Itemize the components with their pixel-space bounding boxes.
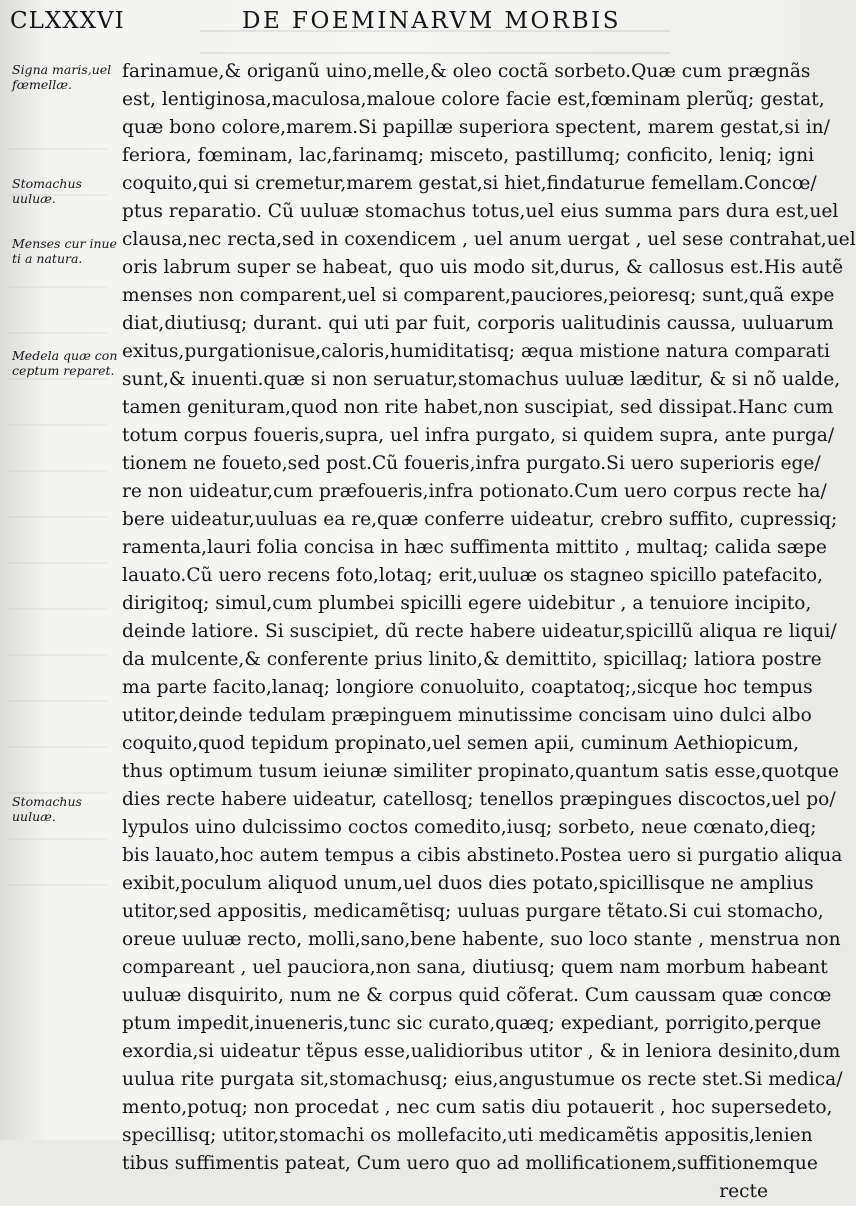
text-line: uuluæ disquirito, num ne & corpus quid cõferat. Cum caussam quæ concœ: [122, 985, 832, 1006]
marginal-note: Stomachus uuluæ.: [12, 176, 82, 206]
text-line: bis lauato,hoc autem tempus a cibis abstineto.Postea uero si purgatio aliqua: [122, 845, 843, 866]
marginal-note: Stomachus uuluæ.: [12, 794, 82, 824]
text-line: lauato.Cũ uero recens foto,lotaq; erit,uuluæ os stagneo spicillo patefacito,: [122, 565, 823, 586]
marginal-note: Menses cur inue ti a natura.: [12, 236, 117, 266]
text-line: recte: [719, 1181, 768, 1202]
text-line: compareant , uel pauciora,non sana, diutiusq; quem nam morbum habeant: [122, 957, 828, 978]
text-line: utitor,deinde tedulam præpinguem minutissime concisam uino dulci albo: [122, 705, 812, 726]
text-line: utitor,sed appositis, medicamẽtisq; uuluas purgare tẽtato.Si cui stomacho,: [122, 901, 824, 922]
text-line: clausa,nec recta,sed in coxendicem , uel anum uergat , uel sese contrahat,uel: [122, 229, 856, 250]
text-line: est, lentiginosa,maculosa,maloue colore facie est,fœminam plerũq; gestat,: [122, 89, 825, 110]
folio-number: CLXXXVI: [10, 8, 125, 34]
text-line: thus optimum tusum ieiunæ similiter propinato,quantum satis esse,quotque: [122, 761, 839, 782]
text-line: dies recte habere uideatur, catellosq; tenellos præpingues discoctos,uel po/: [122, 789, 836, 810]
text-line: totum corpus foueris,supra, uel infra purgato, si quidem supra, ante purga/: [122, 425, 835, 446]
text-line: exitus,purgationisue,caloris,humiditatisq; æqua mistione natura comparati: [122, 341, 830, 362]
text-line: bere uideatur,uuluas ea re,quæ conferre uideatur, crebro suffito, cupressiq;: [122, 509, 838, 530]
text-line: ptus reparatio. Cũ uuluæ stomachus totus,uel eius summa pars dura est,uel: [122, 201, 839, 222]
text-line: dirigitoq; simul,cum plumbei spicilli egere uidebitur , a tenuiore incipito,: [122, 593, 812, 614]
text-line: mento,potuq; non procedat , nec cum satis diu potauerit , hoc supersedeto,: [122, 1097, 833, 1118]
text-line: coquito,qui si cremetur,marem gestat,si hiet,findaturue femellam.Concœ/: [122, 173, 817, 194]
text-line: lypulos uino dulcissimo coctos comedito,iusq; sorbeto, neue cœnato,dieq;: [122, 817, 817, 838]
text-line: coquito,quod tepidum propinato,uel semen apii, cuminum Aethiopicum,: [122, 733, 799, 754]
text-line: uulua rite purgata sit,stomachusq; eius,angustumue os recte stet.Si medica/: [122, 1069, 843, 1090]
text-line: diat,diutiusq; durant. qui uti par fuit, corporis ualitudinis caussa, uuluarum: [122, 313, 834, 334]
text-line: menses non comparent,uel si comparent,pauciores,peioresq; sunt,quã expe: [122, 285, 835, 306]
text-line: feriora, fœminam, lac,farinamq; misceto, pastillumq; conficito, leniq; igni: [122, 145, 815, 166]
running-head: DE FOEMINARVM MORBIS: [242, 8, 621, 34]
text-line: re non uideatur,cum præfoueris,infra potionato.Cum uero corpus recte ha/: [122, 481, 827, 502]
text-line: oris labrum super se habeat, quo uis modo sit,durus, & callosus est.His autẽ: [122, 257, 844, 278]
text-line: farinamue,& origanũ uino,melle,& oleo coctã sorbeto.Quæ cum prægnãs: [122, 61, 811, 82]
marginal-note: Medela quæ con ceptum reparet.: [12, 348, 118, 378]
text-line: tionem ne foueto,sed post.Cũ foueris,infra purgato.Si uero superioris ege/: [122, 453, 821, 474]
text-line: exibit,poculum aliquod unum,uel duos dies potato,spicillisque ne amplius: [122, 873, 814, 894]
text-line: ma parte facito,lanaq; longiore conuoluito, coaptatoq;,sicque hoc tempus: [122, 677, 813, 698]
body-text: [122, 58, 856, 1206]
text-line: tibus suffimentis pateat, Cum uero quo ad mollificationem,suffitionemque: [122, 1153, 818, 1174]
text-line: da mulcente,& conferente prius linito,& demittito, spicillaq; latiora postre: [122, 649, 822, 670]
text-line: deinde latiore. Si suscipiet, dũ recte habere uideatur,spicillũ aliqua re liqui/: [122, 621, 837, 642]
text-line: ramenta,lauri folia concisa in hæc suffimenta mittito , multaq; calida sæpe: [122, 537, 827, 558]
text-line: sunt,& inuenti.quæ si non seruatur,stomachus uuluæ læditur, & si nõ ualde,: [122, 369, 841, 390]
marginal-note: Signa maris,uel fœmellæ.: [12, 62, 112, 92]
text-line: tamen genituram,quod non rite habet,non suscipiat, sed dissipat.Hanc cum: [122, 397, 834, 418]
text-line: specillisq; utitor,stomachi os mollefacito,uti medicamẽtis appositis,lenien: [122, 1125, 813, 1146]
page-header: [10, 8, 790, 38]
text-line: exordia,si uideatur tẽpus esse,ualidioribus utitor , & in leniora desinito,dum: [122, 1041, 841, 1062]
text-line: ptum impedit,inueneris,tunc sic curato,quæq; expediant, porrigito,perque: [122, 1013, 822, 1034]
text-line: oreue uuluæ recto, molli,sano,bene habente, suo loco stante , menstrua non: [122, 929, 841, 950]
text-line: quæ bono colore,marem.Si papillæ superiora spectent, marem gestat,si in/: [122, 117, 830, 138]
